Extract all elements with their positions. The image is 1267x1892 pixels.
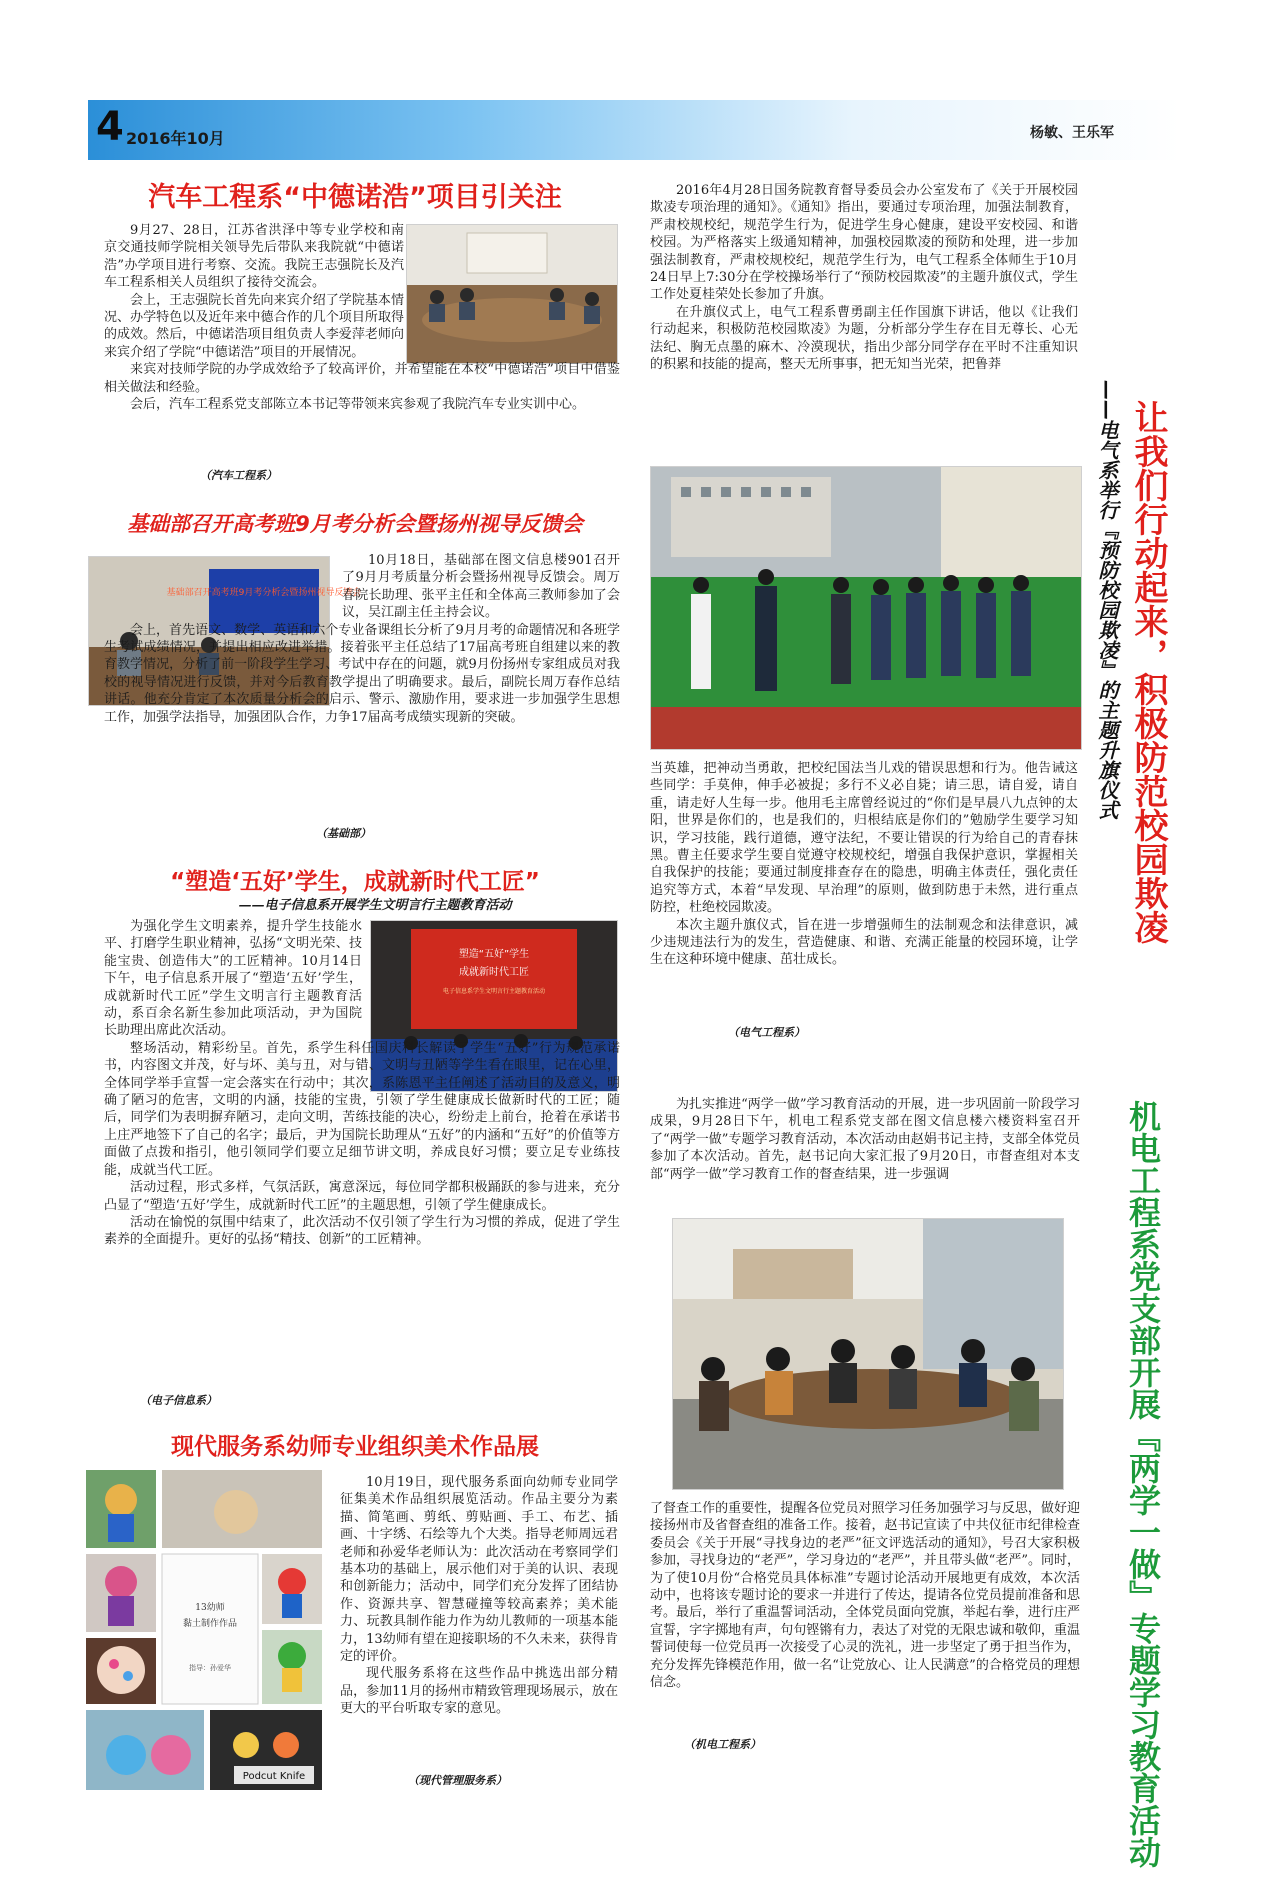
source-foundation: （基础部） [316, 827, 371, 840]
paragraph: 本次主题升旗仪式，旨在进一步增强师生的法制观念和法律意识，减少违规违法行为的发生，营造健康、和谐、充满正能量的校园环境，让学生在这种环境中健康、茁壮成长。 [650, 917, 1078, 968]
photo-flag-ceremony [650, 466, 1082, 750]
photo-artwork-collage [86, 1470, 322, 1790]
article-title-anti-bullying: 让我们行动起来，积极防范校园欺凌 [1128, 400, 1168, 944]
article-body-foundation [104, 552, 620, 726]
paragraph: 在升旗仪式上，电气工程系曹勇副主任作国旗下讲话，他以《让我们行动起来，积极防范校园欺凌》为题，分析部分学生存在目无尊长、心无法纪、胸无点墨的麻木、冷漠现状，指出少部分同学存在平时不注重知识的积累和技能的提高，整天无所事事，把无知当光荣，把鲁莽 [650, 304, 1078, 373]
article-body-party-top [650, 1096, 1080, 1183]
article-body-electronics [104, 918, 620, 1249]
article-subtitle-electronics: ——电子信息系开展学生文明言行主题教育活动 [238, 898, 512, 913]
paragraph: 现代服务系将在这些作品中挑选出部分精品，参加11月的扬州市精致管理现场展示，放在更大的平台听取专家的意见。 [340, 1666, 618, 1717]
source-party: （机电工程系） [684, 1738, 761, 1751]
screen-line3: 电子信息系学生文明言行主题教育活动 [442, 988, 546, 995]
card-line1: 13幼师 [195, 1603, 225, 1613]
article-title-foundation: 基础部召开高考班9月考分析会暨扬州视导反馈会 [127, 512, 583, 536]
article-subtitle-anti-bullying: ——电气系举行『预防校园欺凌』的主题升旗仪式 [1095, 380, 1119, 820]
card-line3: 指导：孙爱华 [189, 1664, 231, 1672]
screen-line2: 成就新时代工匠 [459, 967, 529, 978]
issue-date: 2016年10月 [126, 129, 225, 148]
paragraph: 了督查工作的重要性，提醒各位党员对照学习任务加强学习与反思，做好迎接扬州市及省督查组的准备工作。接着，赵书记宣读了中共仪征市纪律检查委员会《关于开展“寻找身边的老严”征文评选活动的通知》，号召大家积极参加，寻找身边的“老严”，学习身边的“老严”，并且带头做“老严”。同时，为了使10月份“合格党员具体标准”专题讨论活动开展地更有成效，本次活动中，也将该专题讨论的要求一并进行了传达，提请各位党员提前准备和思考。最后，举行了重温誓词活动，全体党员面向党旗，举起右拳，进行庄严宣誓，字字掷地有声，句句铿锵有力，表达了对党的无限忠诚和敬仰，重温誓词使每一位党员再一次接受了心灵的洗礼，进一步坚定了勇于担当作为，充分发挥先锋模范作用，做一名“让党放心、让人民满意”的合格党员的理想信念。 [650, 1501, 1080, 1691]
source-anti-bullying: （电气工程系） [728, 1026, 805, 1039]
article-body-anti-bullying-top [650, 182, 1078, 373]
knife-label: Podcut Knife [242, 1771, 306, 1782]
article-title-auto: 汽车工程系“中德诺浩”项目引关注 [148, 182, 562, 213]
card-line2: 黏土制作作品 [182, 1619, 238, 1629]
paragraph: 来宾对技师学院的办学成效给予了较高评价，并希望能在本校“中德诺浩”项目中借鉴相关做法和经验。 [104, 362, 620, 395]
article-body-anti-bullying-bottom [650, 760, 1078, 969]
source-electronics: （电子信息系） [140, 1394, 217, 1407]
article-title-electronics: “塑造‘五好’学生，成就新时代工匠” [170, 869, 540, 895]
article-title-service: 现代服务系幼师专业组织美术作品展 [171, 1434, 539, 1460]
article-body-party-bottom [650, 1500, 1080, 1691]
article-body-auto [104, 222, 620, 413]
paragraph: 9月27、28日，江苏省洪泽中等专业学校和南京交通技师学院相关领导先后带队来我院就“中德诺浩”办学项目进行考察、交流。我院王志强院长及汽车工程系相关人员组织了接待交流会。 [104, 223, 404, 291]
paragraph: 为强化学生文明素养，提升学生技能水平、打磨学生职业精神，弘扬“文明光荣、技能宝贵、创造伟大”的工匠精神。10月14日下午，电子信息系开展了“塑造‘五好’学生，成就新时代工匠”学生文明言行主题教育活动，系百余名新生参加此项活动，尹为国院长助理出席此次活动。 [104, 919, 362, 1039]
screen-line1: 塑造“五好”学生 [458, 949, 530, 960]
paragraph: 2016年4月28日国务院教育督导委员会办公室发布了《关于开展校园欺凌专项治理的通知》。《通知》指出，要通过专项治理，加强法制教育，严肃校规校纪，规范学生行为，促进学生身心健康，建设平安校园、和谐校园。为严格落实上级通知精神，加强校园欺凌的预防和处理，进一步加强法制教育，严肃校规校纪，规范学生行为，电气工程系全体师生于10月24日早上7:30分在学校操场举行了“预防校园欺凌”的主题升旗仪式，学生工作处夏桂荣处长参加了升旗。 [650, 183, 1078, 303]
photo-party-study [672, 1218, 1064, 1490]
header-bar [88, 100, 1180, 160]
paragraph: 会上，王志强院长首先向来宾介绍了学院基本情况、办学特色以及近年来中德合作的几个项目所取得的成效。然后，中德诺浩项目组负责人李爱萍老师向来宾介绍了学院“中德诺浩”项目的开展情况。 [104, 292, 404, 360]
source-auto: （汽车工程系） [200, 469, 277, 482]
article-title-party: 机电工程系党支部开展『两学一做』专题学习教育活动 [1124, 1100, 1162, 1868]
paragraph: 会后，汽车工程系党支部陈立本书记等带领来宾参观了我院汽车专业实训中心。 [130, 397, 586, 413]
article-body-service [340, 1474, 618, 1718]
paragraph: 10月18日，基础部在图文信息楼901召开了9月月考质量分析会暨扬州视导反馈会。周万春院长助理、张平主任和全体高三教师参加了会议，吴江副主任主持会议。 [342, 553, 620, 621]
source-service: （现代管理服务系） [408, 1774, 507, 1787]
paragraph: 为扎实推进“两学一做”学习教育活动的开展，进一步巩固前一阶段学习成果，9月28日下午，机电工程系党支部在图文信息楼六楼资料室召开了“两学一做”专题学习教育活动，本次活动由赵娟书记主持，支部全体党员参加了本次活动。首先，赵书记向大家汇报了9月20日，市督查组对本支部“两学一做”学习教育工作的督查结果，进一步强调 [650, 1097, 1080, 1182]
paragraph: 10月19日，现代服务系面向幼师专业同学征集美术作品组织展览活动。作品主要分为素描、简笔画、剪纸、剪贴画、手工、布艺、插画、十字绣、石绘等九个大类。指导老师周远君老师和孙爱华老师认为：此次活动在考察同学们基本功的基础上，展示他们对于美的认识、表现和创新能力；活动中，同学们充分发挥了团结协作、资源共享、智慧碰撞等较高素养；美术能力、玩教具制作能力作为幼儿教师的一项基本能力，13幼师有望在迎接职场的不久未来，获得肯定的评价。 [340, 1475, 618, 1665]
paragraph: 活动过程，形式多样，气氛活跃，寓意深远，每位同学都积极踊跃的参与进来，充分凸显了“塑造‘五好’学生，成就新时代工匠”的主题思想，引领了学生健康成长。 [104, 1180, 620, 1213]
page-number: 4 [96, 104, 124, 150]
paragraph: 整场活动，精彩纷呈。首先，系学生科任国庆科长解读了学生“五好”行为规范承诺书，内容图文并茂，好与坏、美与丑，对与错、文明与丑陋等学生看在眼里，记在心里，全体同学举手宣誓一定会落实在行动中；其次，系陈恩平主任阐述了活动目的及意义，明确了陋习的危害，文明的内涵，技能的宝贵，引领了学生健康成长做新时代的工匠；随后，同学们为表明摒弃陋习，走向文明，苦练技能的决心，纷纷走上前台，抢着在承诺书上庄严地签下了自己的名字；最后，尹为国院长助理从“五好”的内涵和“五好”的价值等方面做了点拨和指引，他引领同学们要立足细节讲文明，养成良好习惯；要立足专业练技能，成就当代工匠。 [104, 1040, 620, 1178]
paragraph: 当英雄，把神动当勇敢，把校纪国法当儿戏的错误思想和行为。他告诫这些同学：手莫伸，伸手必被捉；多行不义必自毙；请三思，请自爱，请自重，请走好人生每一步。他用毛主席曾经说过的“你们是早晨八九点钟的太阳，世界是你们的，也是我们的，归根结底是你们的”勉励学生要学习知识，学习技能，践行道德，遵守法纪，不要让错误的行为给自己的青春抹黑。曹主任要求学生要自觉遵守校规校纪，增强自我保护意识，掌握相关自我保护的技能；要通过制度排查存在的隐患，明确主体责任，强化责任追究等方式，本着“早发现、早治理”的原则，做到防患于未然，进行重点防控，杜绝校园欺凌。 [650, 761, 1078, 916]
editors: 杨敏、王乐军 [1030, 125, 1114, 141]
screen-text: 基础部召开高考班9月考分析会暨扬州视导反馈会 [166, 588, 362, 598]
paragraph: 会上，首先语文、数学、英语和六个专业备课组长分析了9月月考的命题情况和各班学生考试成绩情况，并提出相应改进举措。接着张平主任总结了17届高考班自组建以来的教育教学情况，分析了前一阶段学生学习、考试中存在的问题，就9月份扬州专家组成员对我校的视导情况进行反馈，并对今后教育教学提出了明确要求。最后，副院长周万春作总结讲话。他充分肯定了本次质量分析会的启示、警示、激励作用，要求进一步加强学生思想工作，加强学法指导，加强团队合作，力争17届高考成绩实现新的突破。 [104, 622, 620, 725]
paragraph: 活动在愉悦的氛围中结束了，此次活动不仅引领了学生行为习惯的养成，促进了学生素养的全面提升。更好的弘扬“精技、创新”的工匠精神。 [104, 1214, 620, 1248]
